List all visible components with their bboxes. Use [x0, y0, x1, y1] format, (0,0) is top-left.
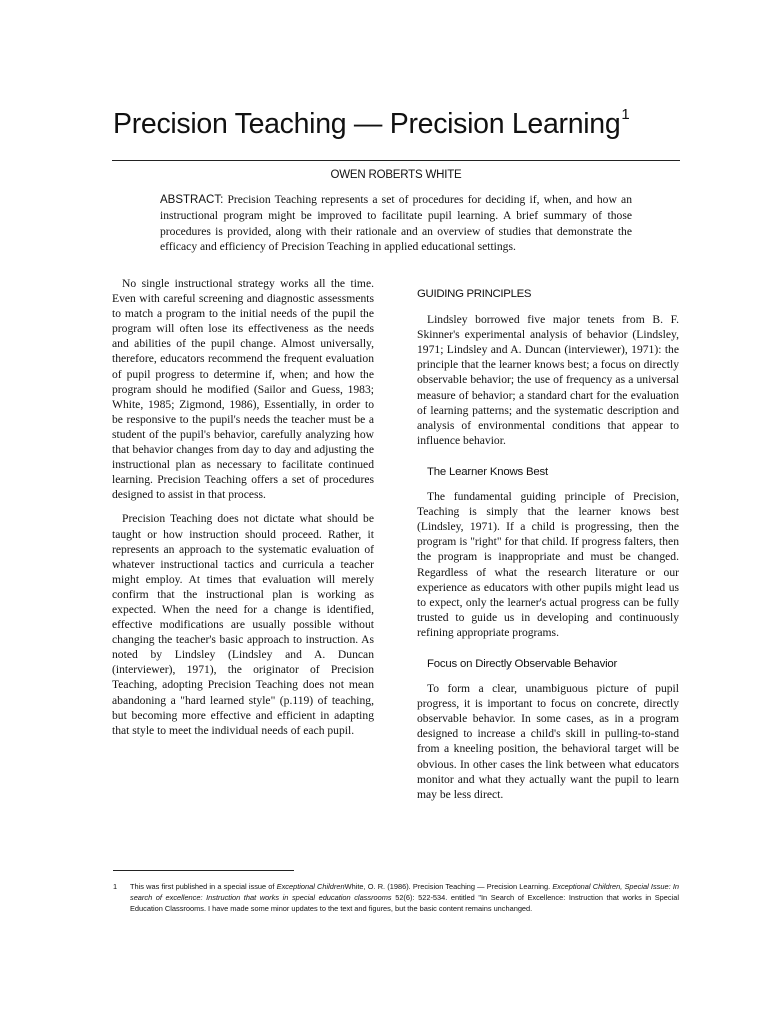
footnote-issue-title: Exceptional Children, Special Issue: In search of excellence: Instruction that works in special education classrooms: [130, 882, 679, 902]
body-paragraph: No single instructional strategy works all the time. Even with careful screening and diagnostic assessments to match a program to the initial needs of the pupil the program will often lose its effectiveness as the needs and abilities of the pupil change. Almost universally, therefore, educators recommend the frequent evaluation of pupil progress to determine if, when; and how the program should he modified (Sailor and Guess, 1983; White, 1985; Zigmond, 1986), Essentially, in order to be responsive to the pupil's needs the teacher must be a student of the pupil's behavior, carefully analyzing how that behavior changes from day to day and adjusting the instructional plan as necessary to facilitate continued learning. Precision Teaching offers a set of procedures designed to assist in that process.: [112, 277, 374, 502]
body-paragraph: To form a clear, unambiguous picture of pupil progress, it is important to focus on concrete, directly observable behavior. In some cases, as in a program designed to increase a child's skill in pulling-to-stand from a kneeling position, the behavioral target will be obvious. In other cases the link between what educators monitor and what they actually want the pupil to learn may be less direct.: [417, 682, 679, 801]
abstract-label: ABSTRACT:: [160, 194, 224, 206]
abstract: [160, 192, 632, 255]
abstract-text: Precision Teaching represents a set of procedures for deciding if, when, and how an instructional program might be improved to facilitate pupil learning. A brief summary of those procedures is provided, along with their rationale and an overview of studies that demonstrate the efficacy and efficiency of Precision Teaching in applied educational settings.: [160, 193, 632, 254]
title-footnote-mark: 1: [621, 105, 630, 123]
title-text: Precision Teaching — Precision Learning: [113, 108, 621, 140]
body-paragraph: Precision Teaching does not dictate what should be taught or how instruction should proceed. Rather, it represents an approach to the systematic evaluation of whatever instructional tactics and curricula a teacher might employ. At times that evaluation will merely confirm that the instructional plan is working as expected. When the need for a change is identified, effective modifications are usually possible without changing the teacher's basic approach to instruction. As noted by Lindsley (Lindsley and A. Duncan (interviewer), 1971), the originator of Precision Teaching, adopting Precision Teaching does not mean abandoning a "hard learned style" (p.119) of teaching, but becoming more effective and efficient in adapting that style to meet the individual needs of each pupil.: [112, 512, 374, 737]
right-column: [417, 287, 679, 802]
section-heading-guiding-principles: GUIDING PRINCIPLES: [417, 288, 532, 300]
body-paragraph: The fundamental guiding principle of Precision, Teaching is simply that the learner knows best (Lindsley, 1971). If a child is progressing, then the program is "right" for that child. If progress falters, then the program is inappropriate and must be changed. Regardless of what the research literature or our experience as educators with other pupils might lead us to expect, only the learner's actual progress can be fully trusted to guide us in developing and continuously refining appropriate programs.: [417, 490, 679, 639]
title-divider: [112, 160, 680, 161]
subsection-heading-observable-behavior: Focus on Directly Observable Behavior: [427, 657, 618, 670]
footnote: [113, 882, 679, 914]
page-title: [113, 105, 630, 141]
footnote-text-part3: 52(6): 522-534. entitled "In Search of Excellence: Instruction that works in Special Education Classrooms. I have made some minor updates to the text and figures, but the basic content remains unchanged.: [130, 892, 679, 913]
left-column: [112, 276, 374, 738]
footnote-text-part1: This was first published in a special issue of: [130, 882, 277, 891]
author-name: OWEN ROBERTS WHITE: [330, 169, 462, 181]
footnote-mark: 1: [113, 882, 118, 891]
footnote-text-part2: White, O. R. (1986). Precision Teaching — Precision Learning.: [344, 882, 553, 891]
subsection-heading-learner-knows-best: The Learner Knows Best: [427, 465, 548, 478]
footnote-divider: [113, 870, 294, 871]
footnote-journal: Exceptional Children: [276, 882, 345, 891]
body-paragraph: Lindsley borrowed five major tenets from B. F. Skinner's experimental analysis of behavior (Lindsley, 1971; Lindsley and A. Duncan (interviewer), 1971): the principle that the learner knows best; a focus on directly observable behavior; the use of frequency as a universal measure of behavior; a standard chart for the evaluation of learning patterns; and the systematic description and analysis of environmental conditions that appear to influence behavior.: [417, 313, 679, 447]
